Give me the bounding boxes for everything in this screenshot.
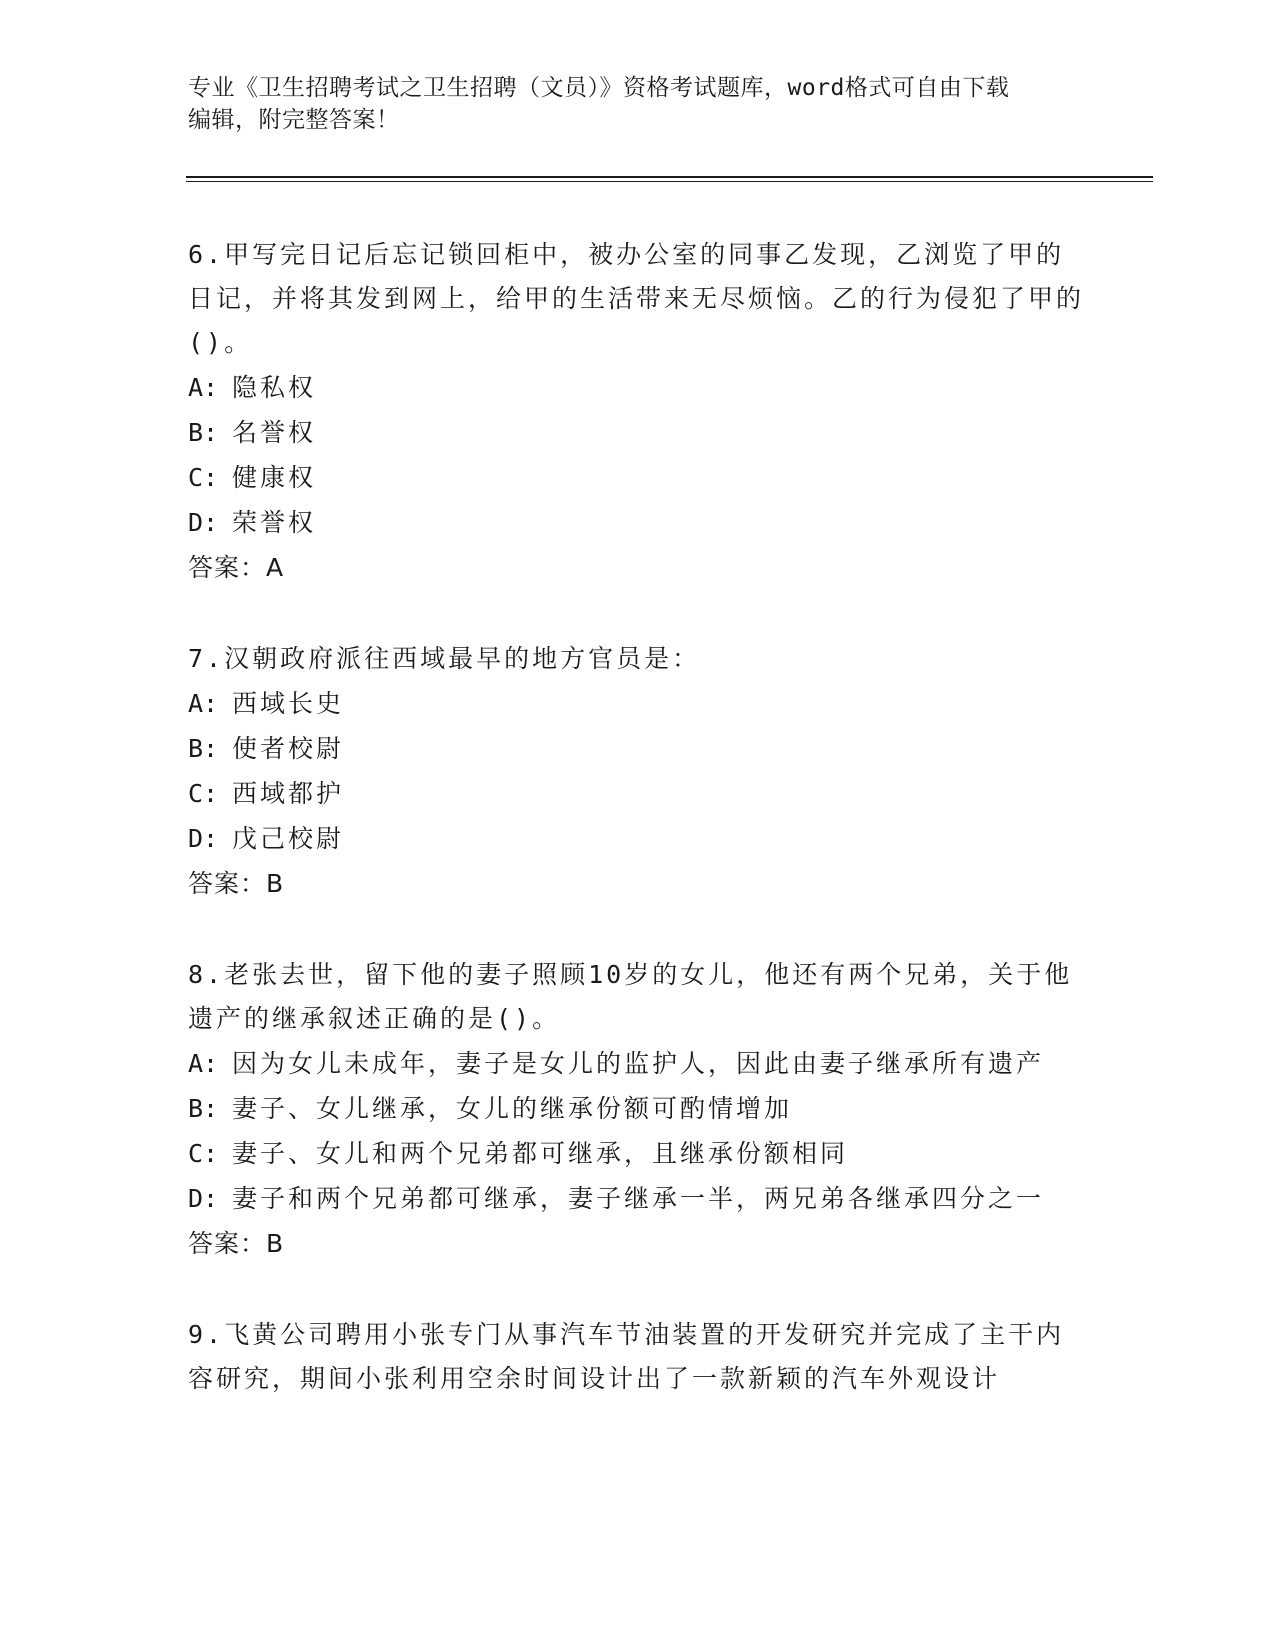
question-text: 9.飞黄公司聘用小张专门从事汽车节油装置的开发研究并完成了主干内容研究，期间小张利用空余时间设计出了一款新颖的汽车外观设计: [188, 1320, 1065, 1393]
header-divider-thin: [186, 181, 1153, 182]
option-d: [188, 1176, 1088, 1221]
option-c: [188, 455, 1088, 500]
option-d: [188, 500, 1088, 545]
option-text: 戊己校尉: [232, 824, 345, 853]
document-header: [188, 72, 1088, 136]
option-d: [188, 816, 1088, 861]
question-6: [188, 233, 1088, 591]
option-c: [188, 1131, 1088, 1176]
option-text: 荣誉权: [232, 508, 317, 537]
header-line-1: 专业《卫生招聘考试之卫生招聘（文员）》资格考试题库，word格式可自由下载: [188, 75, 1010, 101]
header-line-2: 编辑，附完整答案！: [188, 107, 400, 133]
option-b: [188, 1086, 1088, 1131]
option-key: A:: [188, 373, 219, 402]
header-divider-thick: [186, 176, 1153, 178]
question-list: [188, 233, 1088, 1447]
question-text: 8.老张去世，留下他的妻子照顾10岁的女儿，他还有两个兄弟，关于他遗产的继承叙述正确的是()。: [188, 960, 1073, 1033]
option-a: [188, 1041, 1088, 1086]
answer-line: 答案：B: [188, 1229, 285, 1258]
option-key: A:: [188, 1049, 219, 1078]
option-text: 健康权: [232, 463, 317, 492]
option-key: C:: [188, 779, 219, 808]
option-text: 名誉权: [232, 418, 317, 447]
option-key: D:: [188, 824, 219, 853]
option-text: 因为女儿未成年，妻子是女儿的监护人，因此由妻子继承所有遗产: [232, 1049, 1045, 1078]
option-key: C:: [188, 1139, 219, 1168]
option-text: 隐私权: [232, 373, 317, 402]
question-9: [188, 1313, 1088, 1401]
answer-line: 答案：B: [188, 869, 285, 898]
question-7: [188, 637, 1088, 907]
option-key: D:: [188, 1184, 219, 1213]
answer-line: 答案：A: [188, 553, 285, 582]
option-b: [188, 410, 1088, 455]
option-text: 使者校尉: [232, 734, 345, 763]
option-key: D:: [188, 508, 219, 537]
option-text: 西域都护: [232, 779, 345, 808]
option-a: [188, 365, 1088, 410]
option-key: B:: [188, 418, 219, 447]
question-text: 7.汉朝政府派往西域最早的地方官员是：: [188, 644, 701, 673]
question-text: 6.甲写完日记后忘记锁回柜中，被办公室的同事乙发现，乙浏览了甲的日记，并将其发到网上，给甲的生活带来无尽烦恼。乙的行为侵犯了甲的()。: [188, 240, 1085, 357]
option-text: 妻子、女儿和两个兄弟都可继承，且继承份额相同: [232, 1139, 849, 1168]
option-a: [188, 681, 1088, 726]
option-text: 西域长史: [232, 689, 345, 718]
option-key: C:: [188, 463, 219, 492]
option-key: B:: [188, 1094, 219, 1123]
option-b: [188, 726, 1088, 771]
option-text: 妻子和两个兄弟都可继承，妻子继承一半，两兄弟各继承四分之一: [232, 1184, 1045, 1213]
question-8: [188, 953, 1088, 1267]
option-key: B:: [188, 734, 219, 763]
option-c: [188, 771, 1088, 816]
option-key: A:: [188, 689, 219, 718]
option-text: 妻子、女儿继承，女儿的继承份额可酌情增加: [232, 1094, 793, 1123]
